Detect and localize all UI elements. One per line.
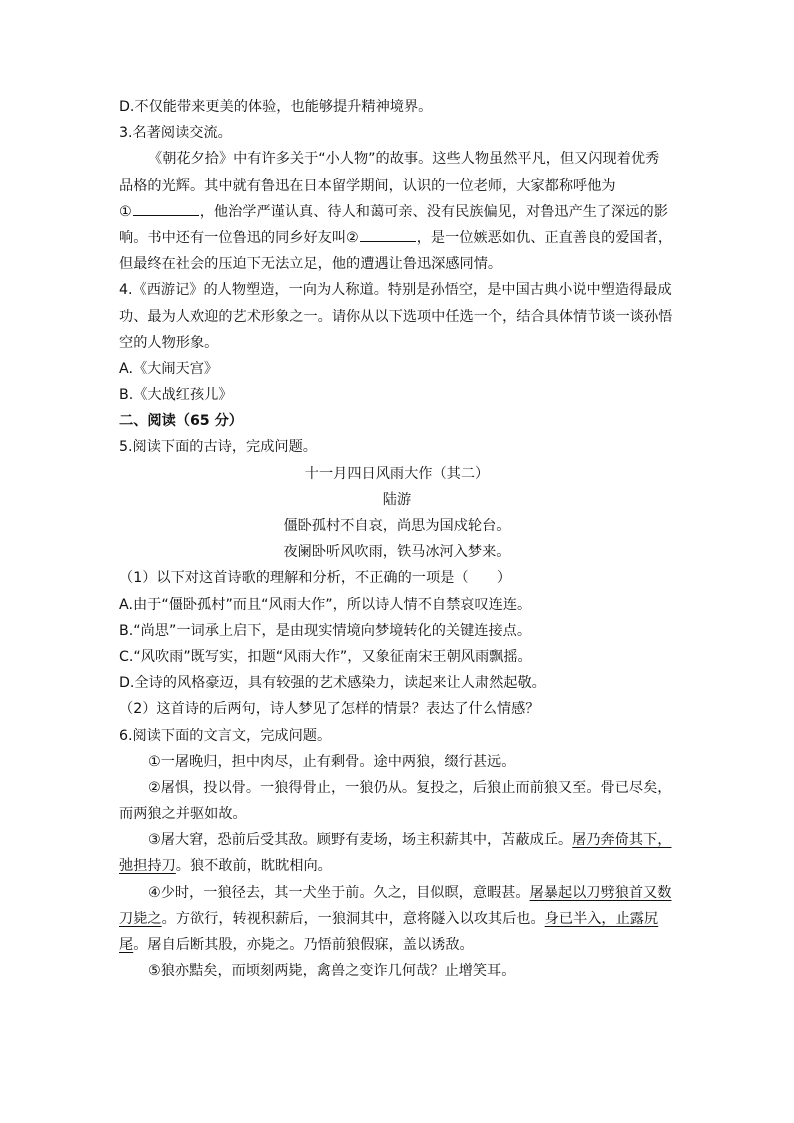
classical-text-paragraph-4 [119,906,675,932]
question-6-title: 6.阅读下面的文言文，完成问题。 [119,727,332,744]
question-5-1-option-b: B.“尚思”一词承上启下，是由现实情境向梦境转化的关键连接点。 [119,622,532,639]
poem-verse-2: 夜阑卧听风吹雨，铁马冰河入梦来。 [283,544,511,561]
classical-text: 。方欲行，转视积薪后，一狼洞其中，意将隧入以攻其后也。 [161,910,545,927]
underlined-sentence: 身已半入，止露尻 [544,910,659,927]
question-4-line: 功、最为人欢迎的艺术形象之一。请你从以下选项中任选一个，结合具体情节谈一谈孙悟 [119,308,673,325]
underlined-sentence: 屠乃奔倚其下， [572,832,672,849]
question-4-line: 空的人物形象。 [119,334,219,351]
classical-text: 。屠自后断其股，亦毙之。乃悟前狼假寐，盖以诱敌。 [133,937,474,953]
classical-text: 。狼不敢前，眈眈相向。 [175,858,332,875]
classical-text-paragraph-1: ①一屠晚归，担中肉尽，止有剩骨。途中两狼，缀行甚远。 [148,753,516,770]
blank-1-marker: ① [119,203,132,220]
question-3-paragraph-line [119,225,675,251]
underlined-sentence: 屠暴起以刀劈狼首又数 [529,884,672,901]
question-5-1-stem: （1）以下对这首诗歌的理解和分析，不正确的一项是（ ） [119,570,512,587]
question-3-title: 3.名著阅读交流。 [119,125,232,142]
question-4-line: 4.《西游记》的人物塑造，一向为人称道。特别是孙悟空，是中国古典小说中塑造得最成 [119,282,672,299]
option-d-line: D.不仅能带来更美的体验，也能够提升精神境界。 [119,99,433,115]
question-5-1-option-c: C.“风吹雨”既写实，扣题“风雨大作”，又象征南宋王朝风雨飘摇。 [119,648,532,665]
classical-text-paragraph-2: ②屠惧，投以骨。一狼得骨止，一狼仍从。复投之，后狼止而前狼又至。骨已尽矣， [148,779,672,796]
classical-text: ③屠大窘，恐前后受其敌。顾野有麦场，场主积薪其中，苫蔽成丘。 [148,832,573,849]
poem-verse-1: 僵卧孤村不自哀，尚思为国戍轮台。 [283,518,511,534]
question-3-paragraph-line: 《朝花夕拾》中有许多关于“小人物”的故事。这些人物虽然平凡，但又闪现着优秀 [148,151,660,168]
section-heading-reading: 二、阅读（65 分） [119,413,243,430]
classical-text-paragraph-3 [119,827,675,853]
question-3-paragraph-line [119,199,675,225]
question-5-2-stem: （2）这首诗的后两句，诗人梦见了怎样的情景？表达了什么情感？ [119,701,540,718]
underlined-sentence: 弛担持刀 [119,858,176,875]
underlined-sentence: 尾 [119,937,134,953]
classical-text-paragraph-5: ⑤狼亦黠矣，而顷刻两毙，禽兽之变诈几何哉？止增笑耳。 [148,963,516,980]
option-a-line: A.《大闹天宫》 [119,360,219,377]
poem-author: 陆游 [382,491,412,508]
question-3-text: ，他治学严谨认真、待人和蔼可亲、没有民族偏见，对鲁迅产生了深远的影 [199,203,668,220]
classical-text-paragraph-2: 而两狼之并驱如故。 [119,806,247,823]
poem-title: 十一月四日风雨大作（其二） [304,465,490,482]
classical-text-paragraph-4 [119,932,675,958]
question-5-1-option-d: D.全诗的风格豪迈，具有较强的艺术感染力，读起来让人肃然起敬。 [119,675,546,692]
underlined-sentence: 刀毙之 [119,910,162,927]
fill-blank-1[interactable] [133,201,199,216]
classical-text-paragraph-4 [119,880,675,906]
question-3-text: 响。书中还有一位鲁迅的同乡好友叫② [119,229,359,246]
document-content [119,94,675,984]
question-5-title: 5.阅读下面的古诗，完成问题。 [119,439,317,456]
classical-text: ④少时，一狼径去，其一犬坐于前。久之，目似瞑，意暇甚。 [148,884,530,901]
classical-text-paragraph-3 [119,853,675,879]
option-b-line: B.《大战红孩儿》 [119,387,233,404]
question-3-paragraph-line: 但最终在社会的压迫下无法立足，他的遭遇让鲁迅深感同情。 [119,256,503,273]
question-3-text: ，是一位嫉恶如仇、正直善良的爱国者， [416,229,673,246]
question-3-paragraph-line: 品格的光辉。其中就有鲁迅在日本留学期间，认识的一位老师，大家都称呼他为 [119,177,616,194]
fill-blank-2[interactable] [360,227,416,242]
question-5-1-option-a: A.由于“僵卧孤村”而且“风雨大作”，所以诗人情不自禁哀叹连连。 [119,596,532,613]
